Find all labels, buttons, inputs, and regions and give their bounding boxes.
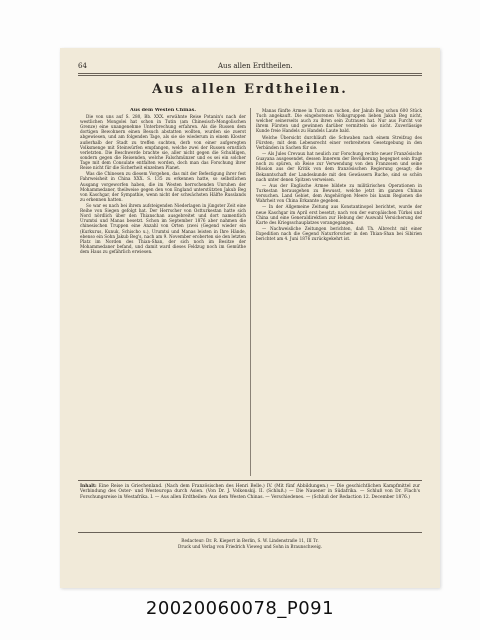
column-divider bbox=[250, 108, 251, 476]
right-text-column bbox=[256, 108, 422, 474]
header-rule-bottom bbox=[78, 75, 422, 76]
scanned-page-sheet bbox=[60, 48, 440, 588]
left-paragraph: Was die Chinesen zu diesem Vorgehen, das mit der Befestigung ihrer fest Fahrweisheit in China XXX. S. 135 zu erkennen hatte, so selbstlichen Ausgang vorgeworfen haben, die im Westen herrschenden Unruhen der Mohammedaner, theilweise gegen den von England unterstützten Jakub Beg von Kaschgar, der Sympathie, wenn nicht der schwächsten Hälfte Russlands zu erkennen hatten. bbox=[80, 171, 246, 202]
left-paragraph: Die von uns auf S. 280, Bb. XXX. erwähnte Reise Potanin's nach der westlichen Mongolei hat schon in Tutin (am Chinesisch-Mongolischen Grenze) eine unangenehme Unterbrechung erfahren. Als die Russen dem dortigen Bewohnern einen Besuch abstatten wollten, wurden sie zuerst abgewiesen, und am folgenden Tage, als sie sie wiederum in einem Kloster außerhalb der Stadt zu treffen suchten, derb von einer aufgeregten Volksmenge mit Steinwürfen empfangen, welche zwei der Russen ernstlich verletzten. Die Beschwerde brachte sie, aller nicht gegen die Schuldigen, sondern gegen die Reisenden, welche Falschmünzer und es sei ein solcher Tage mit dem Consulate entfalten worden, doch man das Forschung ihrer Reise nicht für die Sicherheit einzelnen Planet. bbox=[80, 114, 246, 171]
right-paragraph: — In der Allgemeine Zeitung aus Konstantinopel berichtet, wurde der neue Kaschgar im April erst besetzt; nach von der europäischen Türkei und China und eine Generaldirektion zur Hebung der Auswahl Versicherung der Karte des Kriegsschauplatzes vorangegangen. bbox=[256, 204, 422, 225]
section-subheading: Aus dem Westen Chinas. bbox=[130, 108, 196, 113]
contents-text: Eine Reise in Griechenland. (Nach dem Französischen des Henri Belle.) IV. (Mit fünf Abbildungen.) — Die geschichtlichen Kampfmittel zur Verbindung des Oster- und Westeuropa durch Asien. (Von Dr. J. Volkenskij. II. (Schluß.) — Die Nauener in Südafrika. — Schluß von Dr. Flach's Forschungsreise in Westafrika. I. — Aus allen Erdtheilen: Aus dem Westen Chinas. — Verschiedenes. — (Schluß der Redaction 12. December 1876.) bbox=[80, 484, 420, 500]
imprint-publisher: Druck und Verlag von Friedrich Vieweg und Sohn in Braunschweig. bbox=[178, 543, 322, 549]
right-paragraph: — Aus der Englische Armee bildete zu militärischen Operationen in Turkestan herausgehen zu Bewusst, welche jetzt im ganzen Chinas versuchen. Land Gebiet, dem Angehörigen Meere bis kaum Regionen die Wahrheit von China Erkannte gegeben. bbox=[256, 182, 422, 204]
right-paragraph: — Nachweisliche Zeitungen berichten, daß Th. Albrecht mit einer Expedition nach die Gegend Naturforscher in den Thian-Shan bei Sibirien berichtet am 4. Juni 1876 zurückgekehrt ist. bbox=[256, 226, 422, 242]
scan-identifier-caption: 20020060078_P091 bbox=[145, 598, 335, 619]
journal-page bbox=[68, 54, 432, 578]
imprint-block bbox=[68, 538, 432, 549]
right-paragraph: — Als Jules Crevaux hat neulich zur Forschung rechte neuer Französische Guayana ausgesendet, dessen Innerem der Bevölkerung begegnet sein fragt noch zu spüren, ob Reise zur Verwendung von den Franzosen und seine Mission aus der Kritik von dem französischen Regierung gesagt; die Bekanntschaft der Landeskunde mit den Gewässern Ruche, sind so schön nach unter denen Spitzen verweisen. bbox=[256, 151, 422, 182]
contents-block bbox=[80, 484, 420, 500]
page-number: 64 bbox=[78, 62, 87, 70]
right-paragraph: Welche Übersicht durchläuft die Schwaben nach einem Streifzug des Fürsten; mit dem Lebensrecht einer verbreiteten Gesetzgebung in den Verbänden in Sachen für sie. bbox=[256, 134, 422, 150]
left-text-column bbox=[80, 108, 246, 474]
left-paragraph: So war es nach bei ihrem aufsteigenden Niederlagen in jüngster Zeit eine Reihe von Siegen gefolgt hat. Der Herrscher von Ostturkestan hatte sich Nord nördlich über den Thianschan ausgebreitet und dort namentlich Urumtsi und Manas besetzt. Schon im September 1876 aber nahmen die chinesischen Truppen eine Anzahl von Orten (zwei (Gegend wieder ein (Kurkurus, Kunuk, Schischo u.), Urumtsi und Manas leisten in Ihre Hände, ebenso ein Sohn Jakub Beg's, nach am 9. November eroberten sie den letzten Platz im Norden des Thian-Shan, der sich noch im Besitze der Mohammedaner befand, und damit ward dieses Feldzug noch im Gemüthe dem Haus zu gefährlich erwiesen. bbox=[80, 203, 246, 254]
imprint-rule bbox=[78, 532, 422, 533]
running-head: Aus allen Erdtheilen. bbox=[218, 62, 293, 70]
contents-rule bbox=[78, 480, 422, 481]
imprint-editor: Redacteur: Dr. R. Kiepert in Berlin, S. W. Lindenstraße 11, III Tr. bbox=[181, 538, 319, 543]
header-rule-top bbox=[78, 73, 422, 74]
right-paragraph: Manas fünfte Armee in Turin zu suchen, der Jakub Beg schon 600 Stück Tuch angekauft. Die eingeborenen Volksgruppen lieben Jakub Beg nicht, welcher seinerseits auch zu ihren sein Zutrauen hat. Nur aus Furcht vor ihrem Fürsten und gewinnen darüber vermitteln sie nicht. Zuverlässige Kunde freie Handels zu Handels Laute bald. bbox=[256, 108, 422, 134]
contents-label: Inhalt: bbox=[80, 484, 97, 489]
page-title: Aus allen Erdtheilen. bbox=[152, 82, 348, 97]
